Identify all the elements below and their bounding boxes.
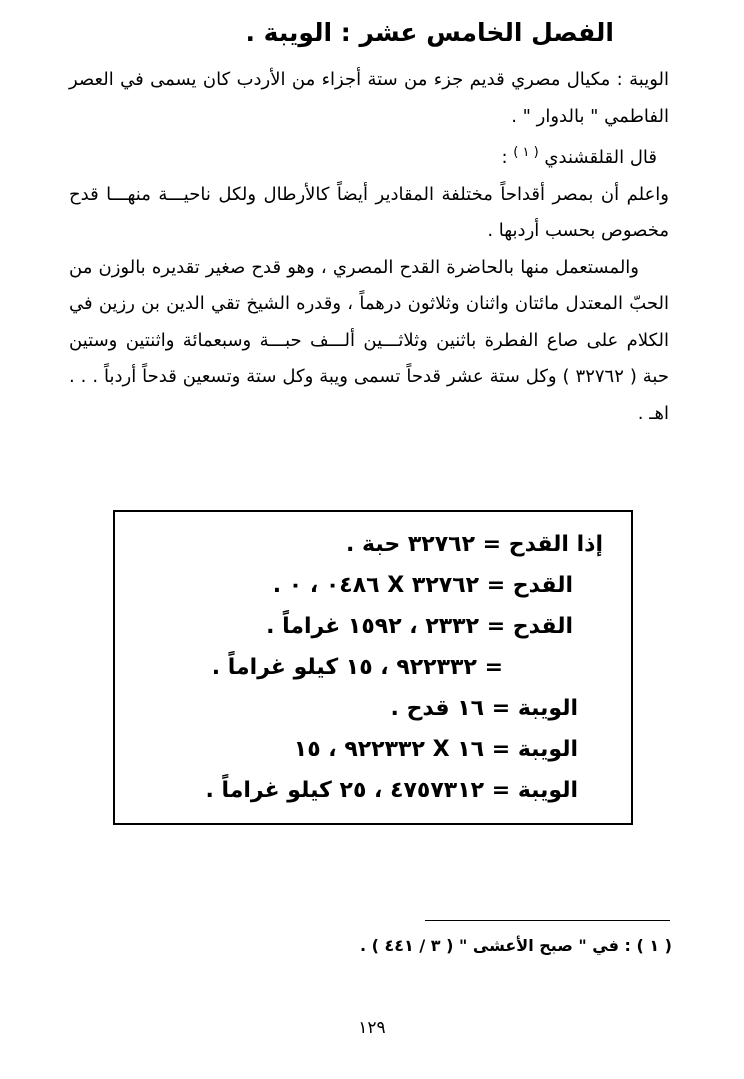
paragraph-definition: الويبة : مكيال مصري قديم جزء من ستة أجزاء من الأردب كان يسمى في العصر الفاطمي " بالدوار " . (69, 69, 669, 127)
footnote-divider (425, 920, 670, 921)
paragraph-quote-1: واعلم أن بمصر أقداحاً مختلفة المقادير أيضاً كالأرطال ولكل ناحيـــة منهـــا قدح مخصوص بحسب أردبها . (69, 183, 669, 241)
calculation-box (113, 510, 633, 825)
calculation-lines (125, 524, 603, 811)
calc-line: = ٩٢٢٣٣٢ ، ١٥ كيلو غراماً . (211, 655, 503, 680)
calc-line: إذا القدح = ٣٢٧٦٢ حبة . (346, 532, 603, 557)
footnote-reference: ( ١ ) (513, 145, 539, 160)
quote-colon: : (501, 147, 508, 168)
calc-line: الويبة = ١٦ قدح . (390, 696, 578, 721)
chapter-title: الفصل الخامس عشر : الويبة . (245, 18, 614, 47)
page-number: ١٢٩ (358, 1018, 386, 1038)
calc-line: القدح = ٣٢٧٦٢ X ٠٤٨٦ ، ٠ . (272, 573, 573, 598)
calc-line: الويبة = ٤٧٥٧٣١٢ ، ٢٥ كيلو غراماً . (205, 778, 578, 803)
paragraph-quote-intro (69, 135, 669, 177)
paragraph-quote-2: والمستعمل منها بالحاضرة القدح المصري ، وهو قدح صغير تقديره بالوزن من الحبّ المعتدل مائتان واثنان وثلاثون درهماً ، وقدره الشيخ تقي الدين بن رزين في الكلام على صاع الفطرة باثنين وثلاثـــين ألـــف حبـــة وسبعمائة واثنتين وستين حبة ( ٣٢٧٦٢ ) وكل ستة عشر قدحاً تسمى ويبة وكل ستة وتسعين قدحاً أردباً . . . اهـ . (69, 256, 669, 424)
calc-line: الويبة = ١٦ X ٩٢٢٣٣٢ ، ١٥ (293, 737, 578, 762)
calc-line: القدح = ٢٣٣٢ ، ١٥٩٢ غراماً . (266, 614, 573, 639)
footnote: ( ١ ) : في " صبح الأعشى " ( ٣ / ٤٤١ ) . (359, 936, 672, 955)
quote-author: قال القلقشندي (544, 147, 657, 168)
body-text (69, 62, 669, 432)
